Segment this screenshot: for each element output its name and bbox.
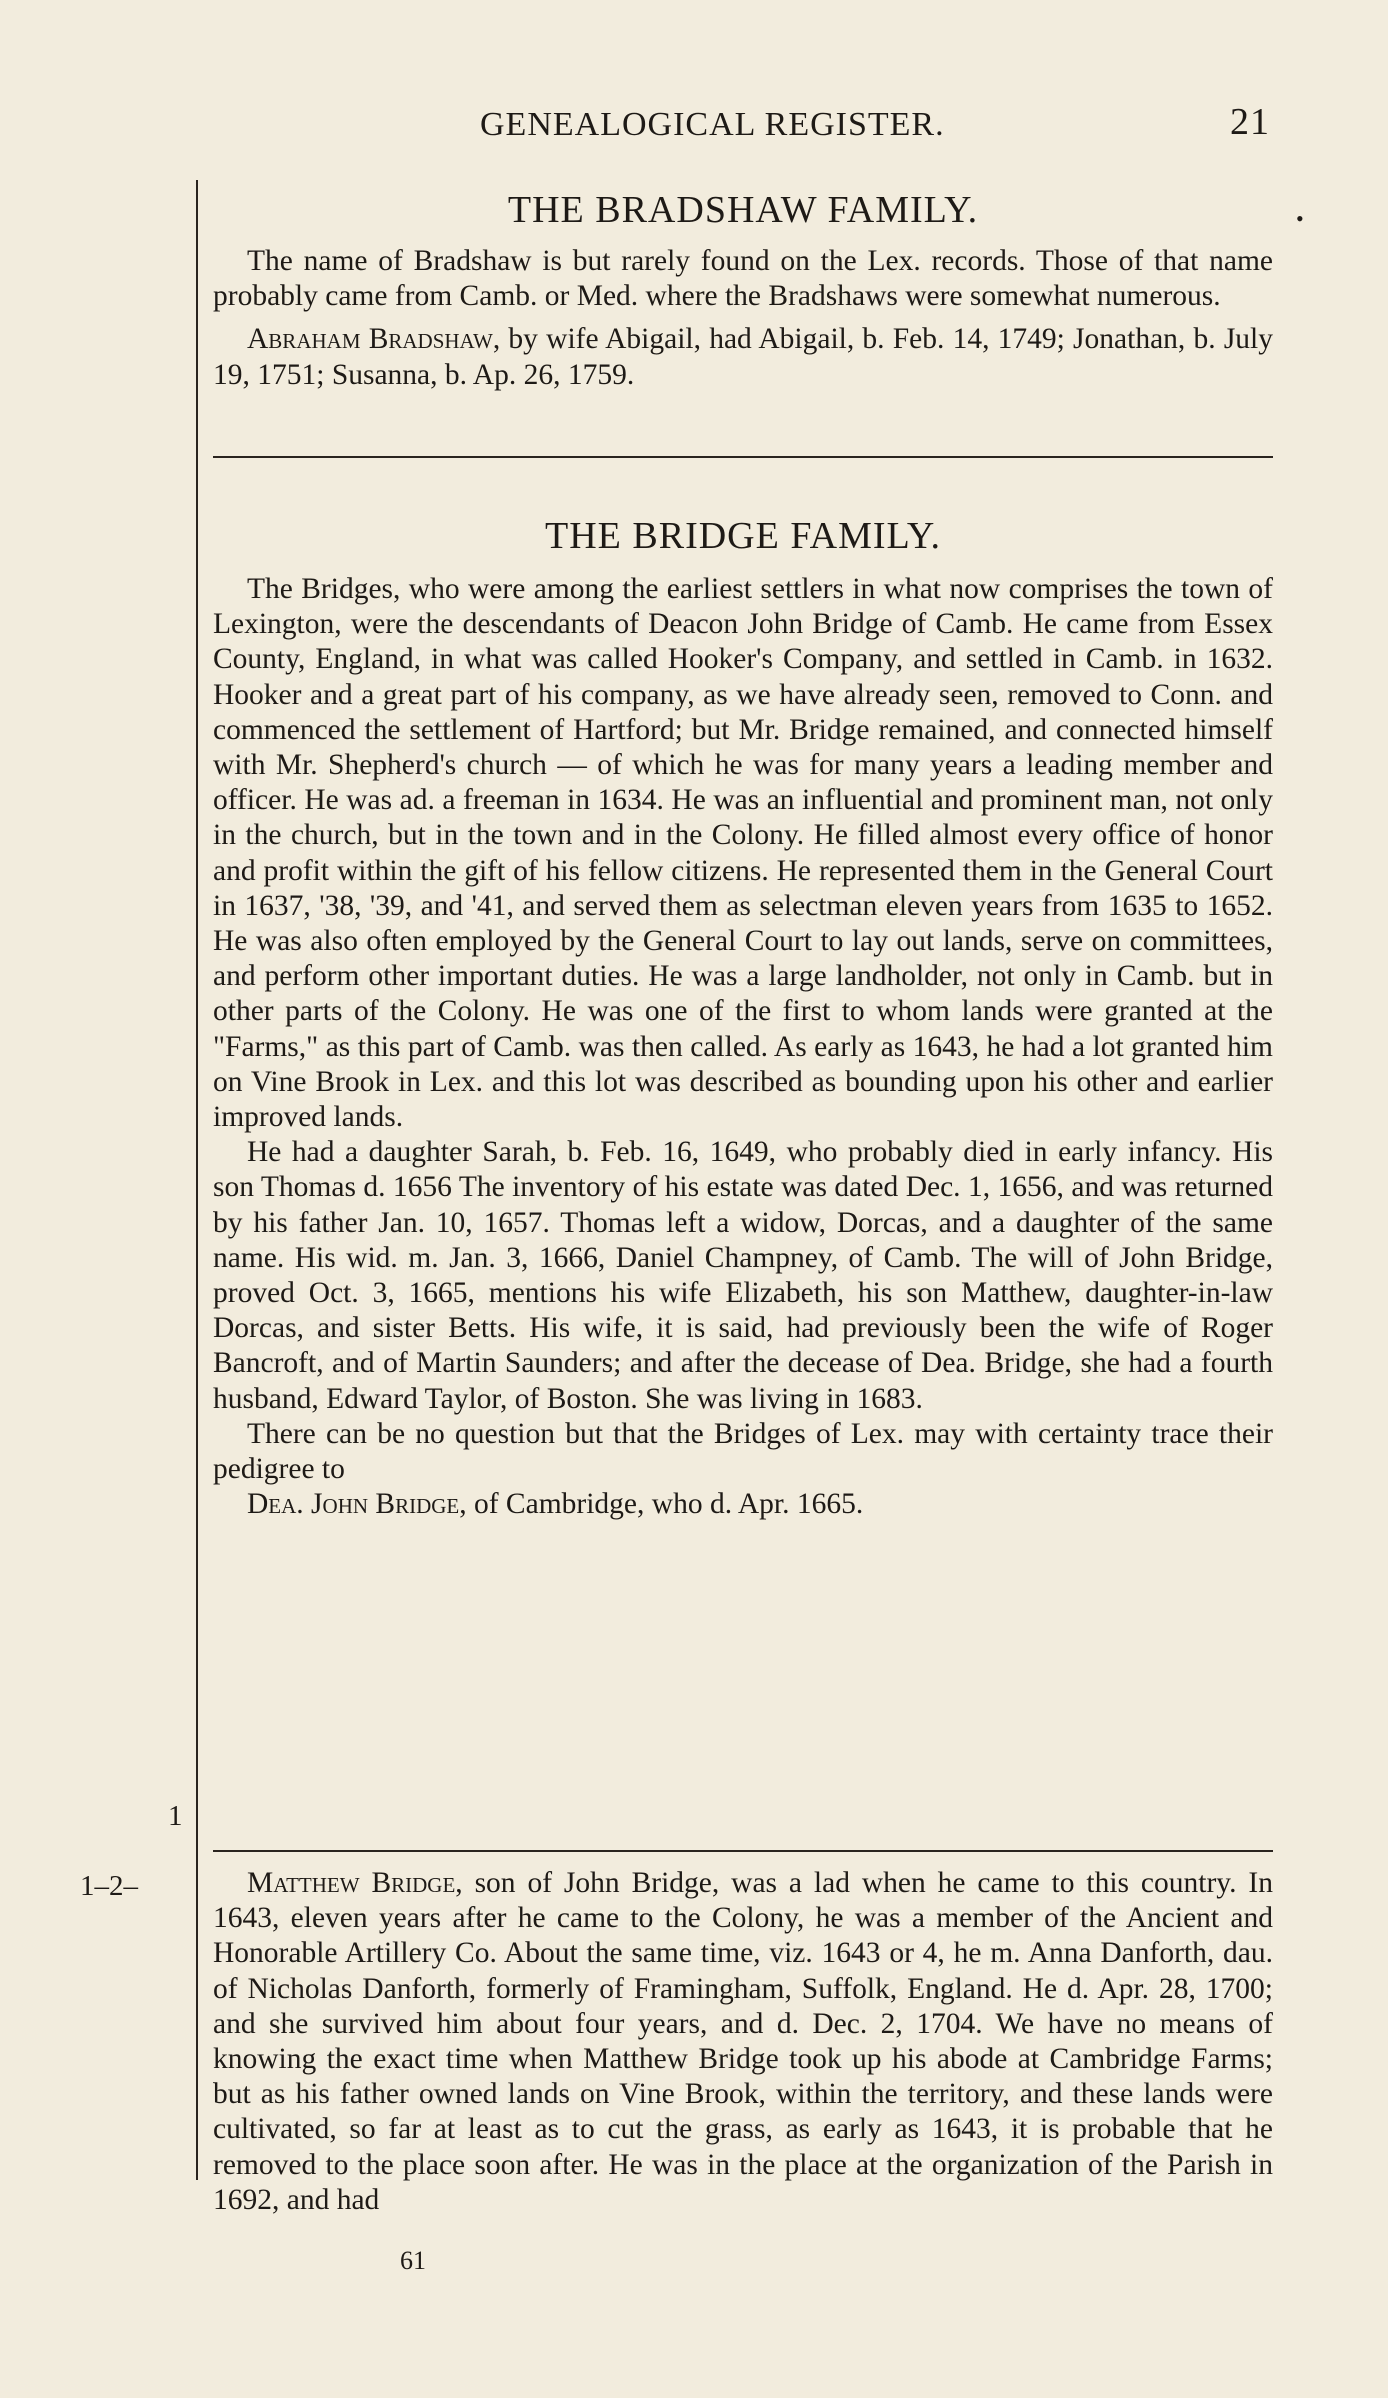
bridge-body [213, 572, 1273, 1522]
person-name: Abraham Bradshaw, [247, 323, 501, 356]
person-name: Matthew Bridge, [247, 1867, 463, 1899]
bridge-paragraph-2: He had a daughter Sarah, b. Feb. 16, 1649, who probably died in early infancy. His son Thomas d. 1656 The inventory of his estate was dated Dec. 1, 1656, and was returned by his father Jan. 10, 1657. Thomas left a widow, Dorcas, and a daughter of the same name. His wid. m. Jan. 3, 1666, Daniel Champney, of Camb. The will of John Bridge, proved Oct. 3, 1665, mentions his wife Elizabeth, his son Matthew, daughter-in-law Dorcas, and sister Betts. His wife, it is said, had previously been the wife of Roger Bancroft, and of Martin Saunders; and after the decease of Dea. Bridge, she had a fourth husband, Edward Taylor, of Boston. She was living in 1683. [213, 1136, 1273, 1415]
bradshaw-paragraph-2 [213, 322, 1273, 392]
entry-number-2: 1–2– [80, 1870, 138, 1902]
bradshaw-paragraph-1: The name of Bradshaw is but rarely found on the Lex. records. Those of that name probably came from Camb. or Med. where the Bradshaws were somewhat numerous. [213, 245, 1273, 313]
entry-divider [213, 1850, 1273, 1852]
genealogy-entry-2 [213, 1866, 1273, 2218]
bridge-paragraph-3: There can be no question but that the Bridges of Lex. may with certainty trace their pedigree to [213, 1417, 1273, 1486]
bridge-section [213, 514, 1273, 558]
entry-number-1: 1 [168, 1800, 183, 1832]
genealogy-entry-1-text: of Cambridge, who d. Apr. 1665. [466, 1488, 864, 1521]
signature-mark: 61 [400, 2246, 426, 2275]
section-title-bradshaw: THE BRADSHAW FAMILY. [507, 189, 979, 231]
section-title-bridge: THE BRIDGE FAMILY. [545, 515, 941, 557]
running-title: GENEALOGICAL REGISTER. [480, 106, 945, 143]
matthew-bridge-entry [213, 1866, 1273, 2218]
running-header [480, 100, 1270, 150]
print-mark: • [1296, 206, 1304, 231]
bradshaw-section [213, 188, 1273, 232]
genealogy-entry-2-text: son of John Bridge, was a lad when he came to this country. In 1643, eleven years after he came to the Colony, he was a member of the Ancient and Honorable Artillery Co. About the same time, viz. 1643 or 4, he m. Anna Danforth, dau. of Nicholas Danforth, formerly of Framingham, Suffolk, England. He d. Apr. 28, 1700; and she survived him about four years, and d. Dec. 2, 1704. We have no means of knowing the exact time when Matthew Bridge took up his abode at Cambridge Farms; but as his father owned lands on Vine Brook, within the territory, and these lands were cultivated, so far at least as to cut the grass, as early as 1643, it is probable that he removed to the place soon after. He was in the place at the organization of the Parish in 1692, and had [213, 1867, 1273, 2216]
bradshaw-body [213, 244, 1273, 393]
genealogy-entry-1 [213, 1487, 1273, 1522]
margin-rule [196, 180, 198, 2180]
bridge-paragraph-1: The Bridges, who were among the earliest settlers in what now comprises the town of Lexington, were the descendants of Deacon John Bridge of Camb. He came from Essex County, England, in what was called Hooker's Company, and settled in Camb. in 1632. Hooker and a great part of his company, as we have already seen, removed to Conn. and commenced the settlement of Hartford; but Mr. Bridge remained, and connected himself with Mr. Shepherd's church — of which he was for many years a leading member and officer. He was ad. a freeman in 1634. He was an influential and prominent man, not only in the church, but in the town and in the Colony. He filled almost every office of honor and profit within the gift of his fellow citizens. He represented them in the General Court in 1637, '38, '39, and '41, and served them as selectman eleven years from 1635 to 1652. He was also often employed by the General Court to lay out lands, serve on committees, and perform other important duties. He was a large landholder, not only in Camb. but in other parts of the Colony. He was one of the first to whom lands were granted at the "Farms," as this part of Camb. was then called. As early as 1643, he had a lot granted him on Vine Brook in Lex. and this lot was described as bounding upon his other and earlier improved lands. [213, 573, 1273, 1134]
bradshaw-paragraph-2-text: by wife Abigail, had Abigail, b. Feb. 14, 1749; Jonathan, b. July 19, 1751; Susanna, b. Ap. 26, 1759. [213, 323, 1273, 391]
page-number: 21 [1230, 101, 1270, 143]
section-divider [213, 456, 1273, 458]
person-name: Dea. John Bridge, [247, 1488, 467, 1521]
